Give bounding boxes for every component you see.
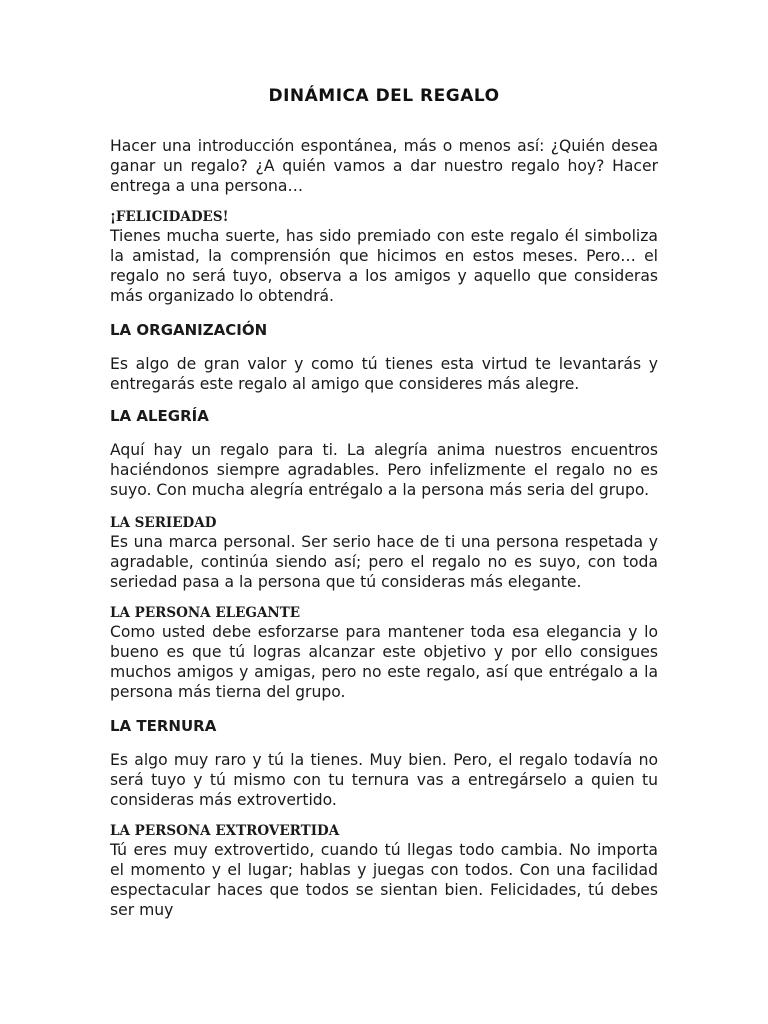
section-paragraph: Es una marca personal. Ser serio hace de ti una persona respetada y agradable, continúa siendo así; pero el regalo no es suyo, con toda seriedad pasa a la persona que tú consideras más elegante. [110, 533, 658, 591]
section-heading: LA PERSONA EXTROVERTIDA [110, 823, 340, 839]
section-heading: ¡FELICIDADES! [110, 209, 229, 225]
page-title: DINÁMICA DEL REGALO [268, 86, 500, 106]
section-persona-extrovertida [110, 822, 658, 920]
section-alegria-body [110, 440, 658, 500]
section-paragraph: Tienes mucha suerte, has sido premiado con este regalo él simboliza la amistad, la comprensión que hicimos en estos meses. Pero… el regalo no será tuyo, observa a los amigos y aquello que consideras más organizado lo obtendrá. [110, 227, 658, 305]
section-persona-elegante [110, 604, 658, 702]
section-paragraph: Aquí hay un regalo para ti. La alegría anima nuestros encuentros haciéndonos siempre agradables. Pero infelizmente el regalo no es suyo. Con mucha alegría entrégalo a la persona más seria del grupo. [110, 441, 658, 499]
section-heading: LA PERSONA ELEGANTE [110, 605, 301, 621]
section-heading: LA TERNURA [110, 717, 217, 735]
section-heading: LA ORGANIZACIÓN [110, 321, 268, 339]
section-organizacion [110, 320, 658, 340]
section-heading: LA SERIEDAD [110, 515, 217, 531]
section-felicidades [110, 208, 658, 306]
section-paragraph: Tú eres muy extrovertido, cuando tú llegas todo cambia. No importa el momento y el lugar; hablas y juegas con todos. Con una facilidad espectacular haces que todos se sientan bien. Felicidades, tú debes ser muy [110, 841, 658, 919]
intro-paragraph: Hacer una introducción espontánea, más o menos así: ¿Quién desea ganar un regalo? ¿A quién vamos a dar nuestro regalo hoy? Hacer entrega a una persona… [110, 137, 658, 195]
section-heading: LA ALEGRÍA [110, 407, 209, 425]
section-ternura [110, 716, 658, 736]
section-paragraph: Es algo de gran valor y como tú tienes esta virtud te levantarás y entregarás este regalo al amigo que consideres más alegre. [110, 355, 658, 393]
section-paragraph: Como usted debe esforzarse para mantener toda esa elegancia y lo bueno es que tú logras alcanzar este objetivo y por ello consigues muchos amigos y amigas, pero no este regalo, así que entrégalo a la persona más tierna del grupo. [110, 623, 658, 701]
section-organizacion-body [110, 354, 658, 394]
intro-block [110, 136, 658, 196]
section-alegria [110, 406, 658, 426]
section-ternura-body [110, 750, 658, 810]
section-seriedad [110, 514, 658, 592]
section-paragraph: Es algo muy raro y tú la tienes. Muy bien. Pero, el regalo todavía no será tuyo y tú mismo con tu ternura vas a entregárselo a quien tu consideras más extrovertido. [110, 751, 658, 809]
